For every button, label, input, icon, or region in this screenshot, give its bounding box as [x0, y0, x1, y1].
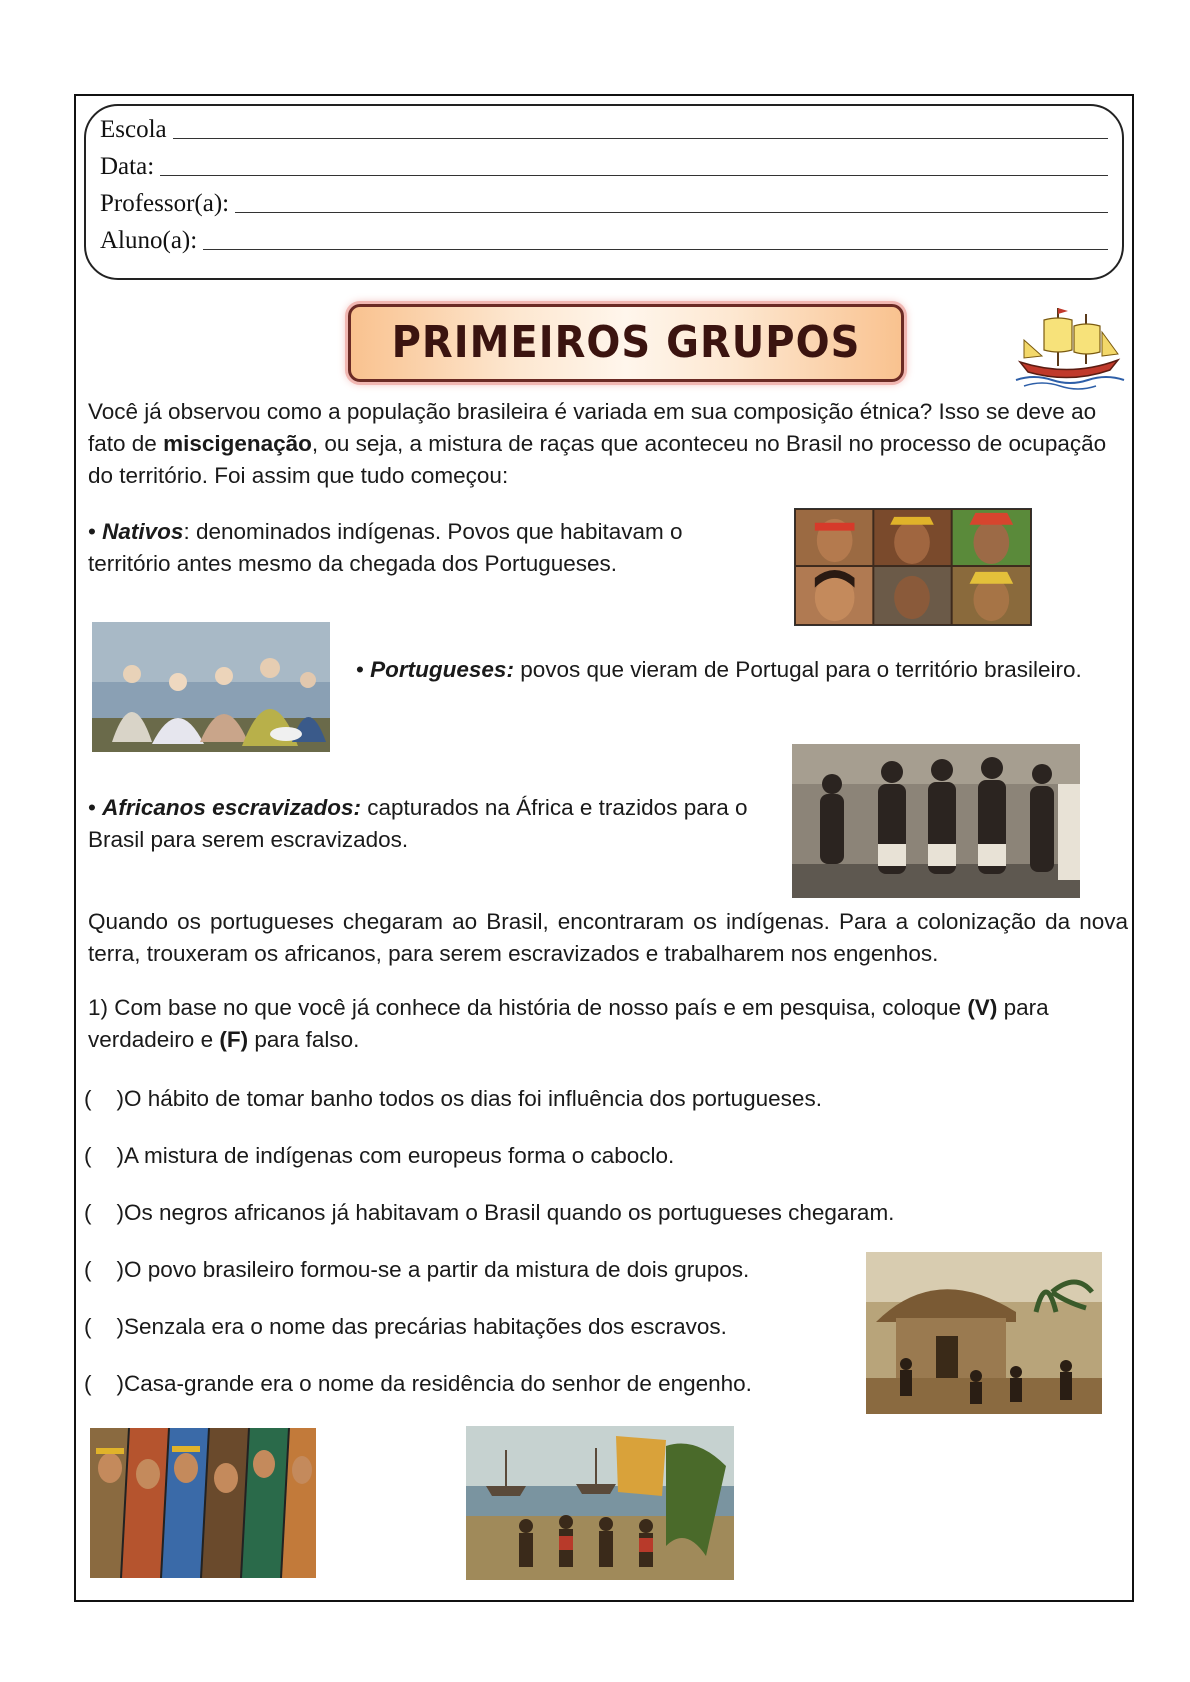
portuguese-painting-image	[92, 622, 330, 752]
statement-row: ( )Senzala era o nome das precárias habitações dos escravos.	[84, 1312, 727, 1342]
answer-blank[interactable]: ( )	[84, 1371, 125, 1396]
miscigenacao-term: miscigenação	[163, 431, 312, 456]
date-label: Data:	[100, 153, 155, 180]
header-box	[84, 104, 1124, 280]
nativos-term: Nativos	[102, 519, 184, 544]
group-africanos: • Africanos escravizados: capturados na África e trazidos para o Brasil para serem escravizados.	[88, 795, 748, 852]
school-field[interactable]	[100, 112, 1108, 144]
summary-paragraph: Quando os portugueses chegaram ao Brasil, encontraram os indígenas. Para a colonização da nova terra, trouxeram os africanos, para serem escravizados e trabalharem nos engenhos.	[88, 909, 1128, 966]
page-title: PRIMEIROS GRUPOS	[391, 318, 861, 368]
enslaved-africans-photo	[792, 744, 1080, 898]
statement-row: ( )Os negros africanos já habitavam o Brasil quando os portugueses chegaram.	[84, 1198, 894, 1228]
senzala-painting-image	[866, 1252, 1102, 1414]
v-label: (V)	[967, 995, 998, 1020]
answer-blank[interactable]: ( )	[84, 1086, 125, 1111]
caravel-ship-icon	[1014, 300, 1126, 390]
statement-row: ( )O hábito de tomar banho todos os dias foi influência dos portugueses.	[84, 1084, 822, 1114]
answer-blank[interactable]: ( )	[84, 1257, 125, 1282]
answer-blank[interactable]: ( )	[84, 1200, 125, 1225]
question-instruction: 1) Com base no que você já conhece da história de nosso país e em pesquisa, coloque (V) para verdadeiro e (F) para falso.	[88, 995, 1049, 1052]
group-nativos: • Nativos: denominados indígenas. Povos que habitavam o território antes mesmo da chegada dos Portugueses.	[88, 519, 683, 576]
statement-row: ( )Casa-grande era o nome da residência do senhor de engenho.	[84, 1369, 752, 1399]
indigenous-faces-image	[794, 508, 1032, 626]
student-label: Aluno(a):	[100, 227, 198, 254]
intro-paragraph: Você já observou como a população brasileira é variada em sua composição étnica? Isso se deve ao fato de miscigenação, ou seja, a mistura de raças que aconteceu no Brasil no processo de ocupação do território. Foi assim que tudo começou:	[88, 399, 1107, 488]
portuguese-arrival-painting	[466, 1426, 734, 1580]
student-field[interactable]	[100, 223, 1108, 255]
answer-blank[interactable]: ( )	[84, 1143, 125, 1168]
portugueses-term: Portugueses:	[370, 657, 514, 682]
teacher-label: Professor(a):	[100, 190, 230, 217]
teacher-field[interactable]	[100, 186, 1108, 218]
date-field[interactable]	[100, 149, 1108, 181]
indigenous-collage-image	[90, 1428, 316, 1578]
statement-row: ( )O povo brasileiro formou-se a partir da mistura de dois grupos.	[84, 1255, 749, 1285]
answer-blank[interactable]: ( )	[84, 1314, 125, 1339]
school-label: Escola	[100, 116, 167, 143]
africanos-term: Africanos escravizados:	[102, 795, 362, 820]
f-label: (F)	[219, 1027, 249, 1052]
statement-row: ( )A mistura de indígenas com europeus forma o caboclo.	[84, 1141, 674, 1171]
title-banner	[348, 304, 904, 382]
group-portugueses: • Portugueses: povos que vieram de Portugal para o território brasileiro.	[356, 657, 1082, 682]
